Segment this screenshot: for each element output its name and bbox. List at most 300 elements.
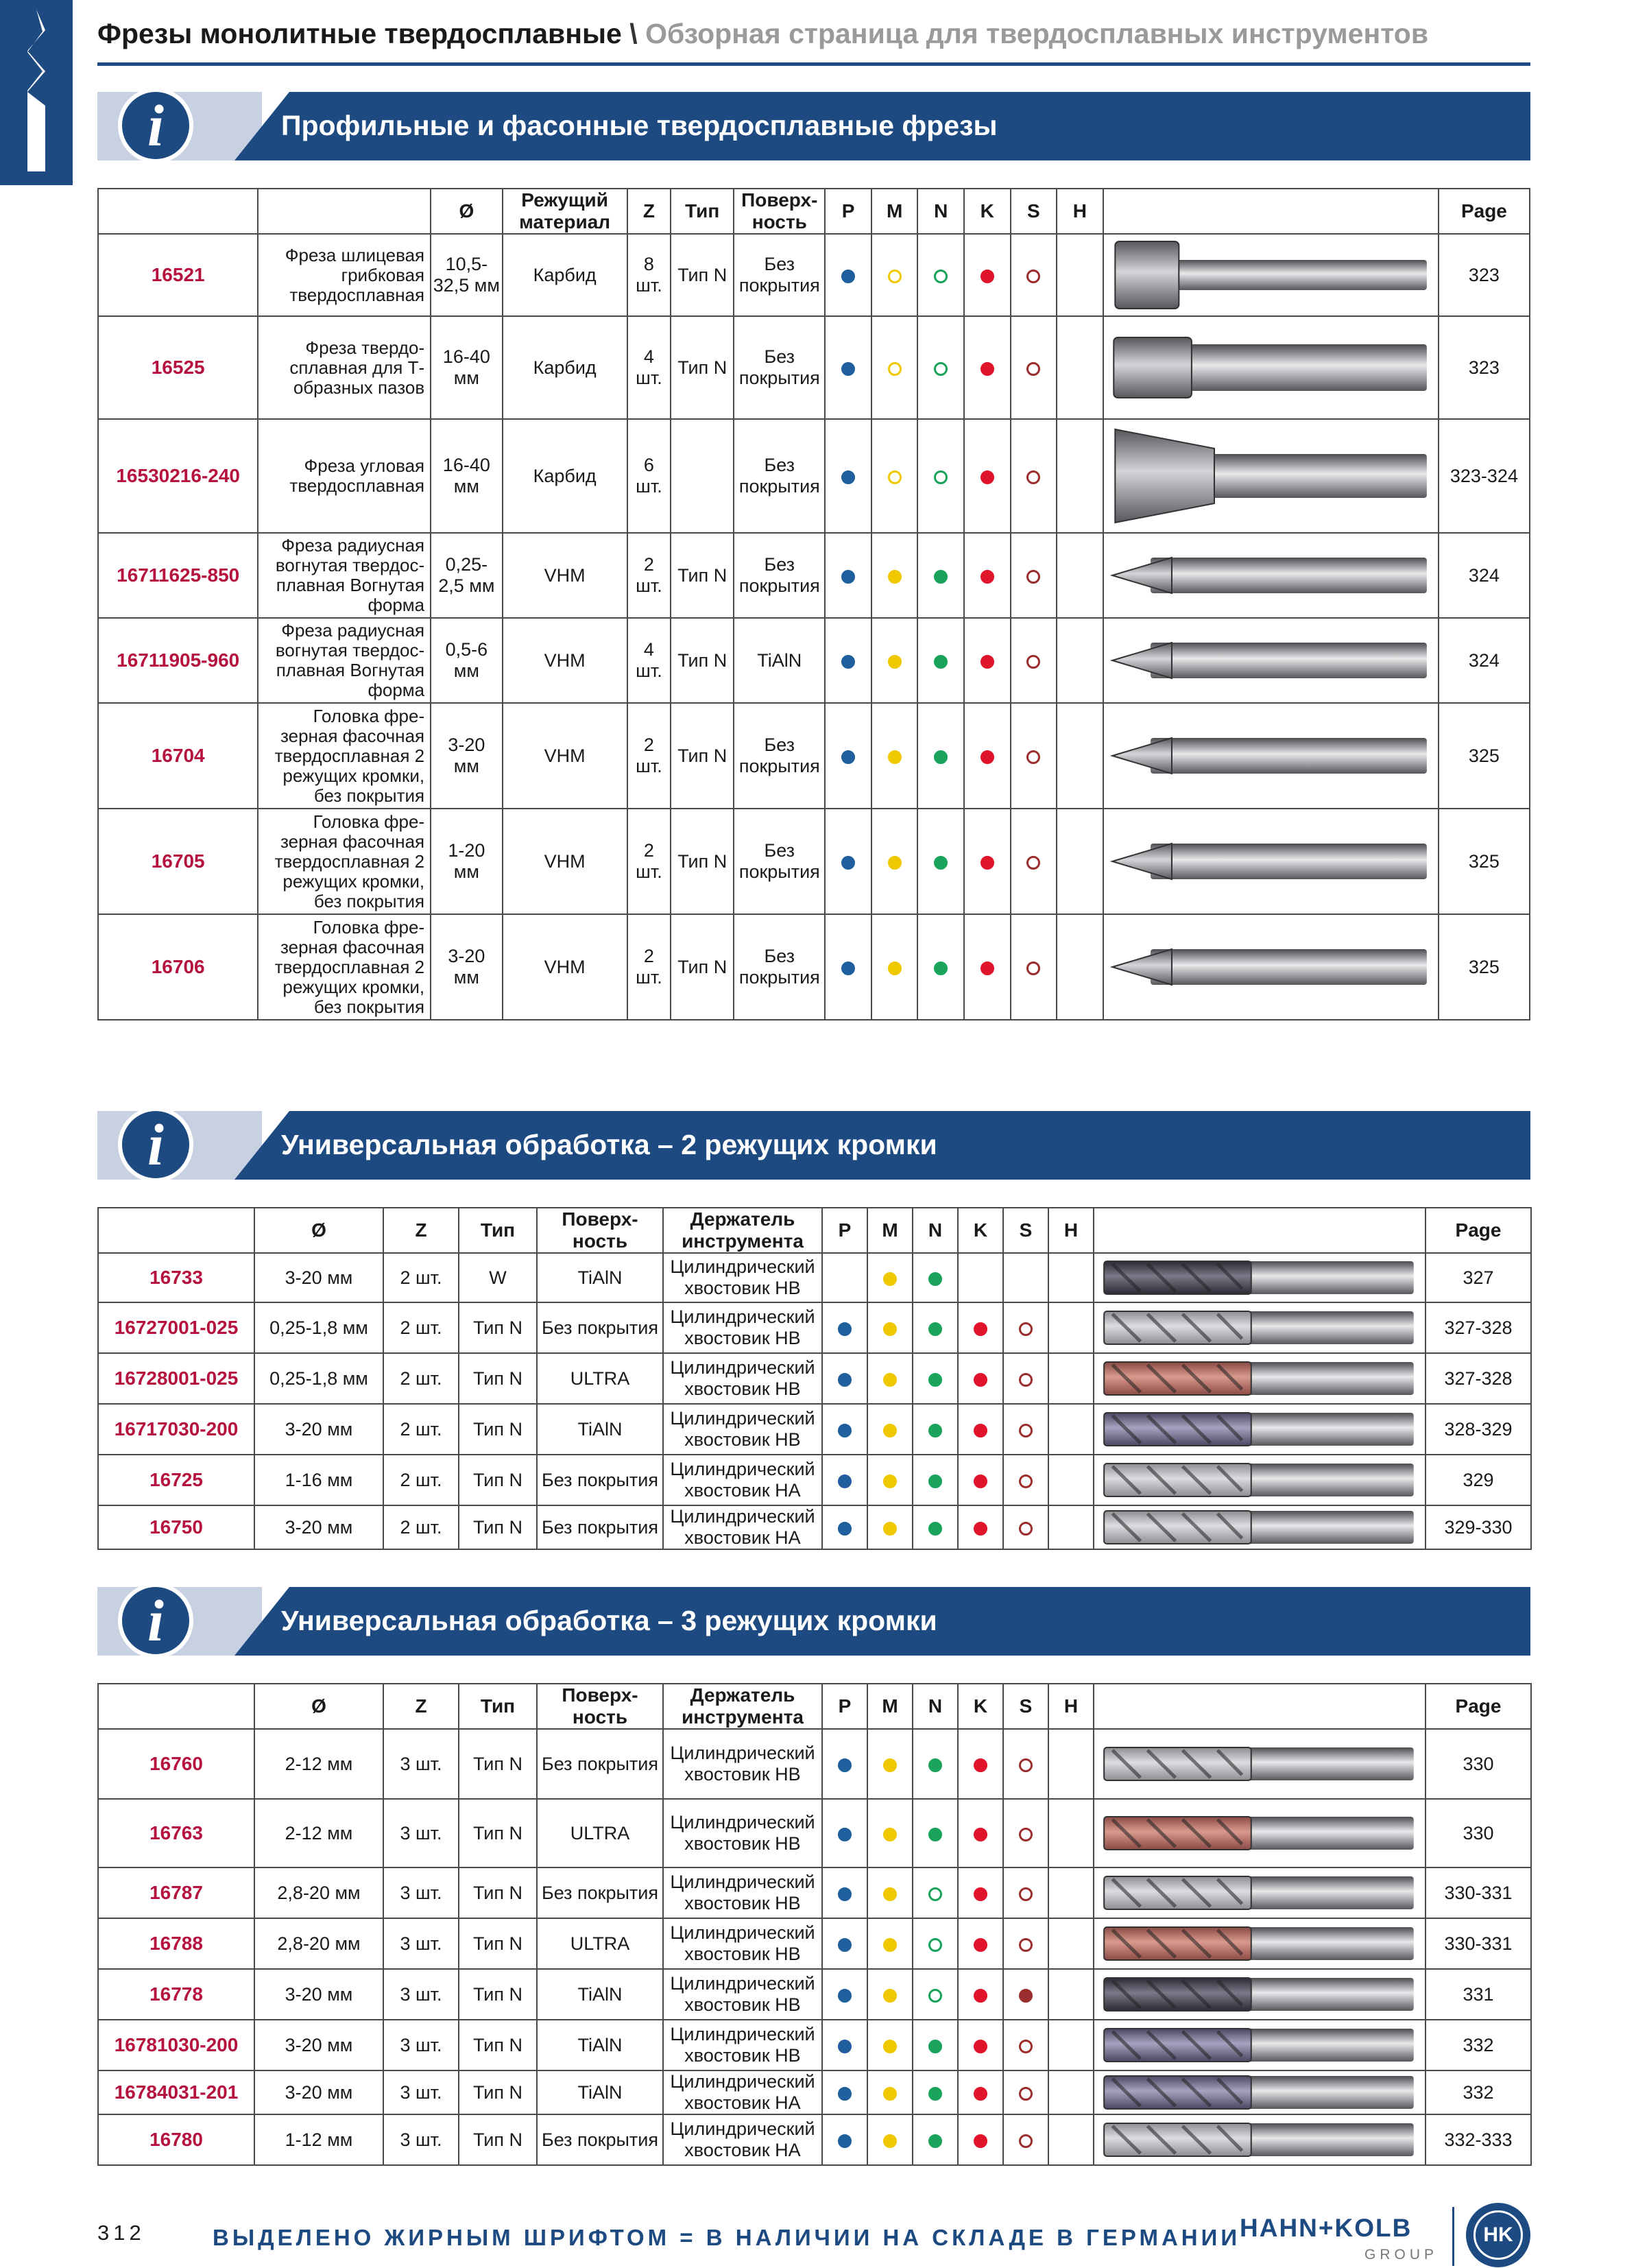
surface-coating: TiAlN [537,1969,663,2020]
material-p-cell [825,533,871,618]
column-header: Page [1426,1684,1531,1729]
tool-type: Тип N [671,809,734,914]
tool-type [671,419,734,533]
brand-logo-icon: HK [1466,2203,1530,2267]
catalog-page[interactable]: 332 [1426,2070,1531,2114]
tool-holder: Цилиндрический хвостовик HA [663,1505,822,1549]
material-s-cell [1003,1505,1048,1549]
tool-image[interactable] [1094,1729,1426,1799]
diameter: 3-20 мм [254,1404,383,1455]
material-h-cell [1048,1969,1094,2020]
tool-image[interactable] [1094,1505,1426,1549]
material-n-cell [917,703,964,809]
tool-holder: Цилиндрический хвостовик HB [663,1918,822,1969]
section-banner-3-flute [97,1587,1530,1656]
material-n-dot [928,1373,942,1387]
table-row [98,703,1530,809]
tool-image[interactable] [1094,1867,1426,1918]
section-title: Профильные и фасонные твердосплавные фрезы [281,110,998,141]
material-p-dot [841,962,855,975]
catalog-page[interactable]: 329-330 [1426,1505,1531,1549]
tool-image[interactable] [1103,419,1439,533]
material-h-cell [1048,1799,1094,1867]
material-n-dot [934,470,948,484]
column-header: P [822,1684,867,1729]
material-s-cell [1011,618,1057,703]
cutting-material: VHM [503,703,627,809]
material-m-cell [871,234,918,316]
flute-count: 2 шт. [627,809,671,914]
catalog-page[interactable]: 323 [1439,234,1530,316]
material-m-dot [888,655,902,669]
cutting-material: Карбид [503,419,627,533]
material-s-dot [1026,362,1040,376]
catalog-page[interactable]: 327-328 [1426,1302,1531,1353]
tool-type: Тип N [459,1799,537,1867]
material-m-dot [883,1887,897,1901]
table-row [98,533,1530,618]
tool-type: Тип N [459,1729,537,1799]
page-number: 312 [97,2221,145,2245]
tool-holder: Цилиндрический хвостовик HB [663,1729,822,1799]
tool-image[interactable] [1094,1353,1426,1404]
material-p-cell [822,1404,867,1455]
table-row [98,1404,1531,1455]
tool-type: W [459,1253,537,1302]
material-k-dot [974,1887,987,1901]
flute-count: 3 шт. [383,2070,459,2114]
material-n-dot [928,2087,942,2101]
end-mill-silver-icon [1098,1510,1421,1544]
material-n-dot [934,362,948,376]
article-number[interactable]: 16780 [98,2114,254,2165]
material-s-cell [1003,1918,1048,1969]
material-h-cell [1057,618,1103,703]
catalog-page[interactable]: 328-329 [1426,1404,1531,1455]
concave-radius-cutter-4-icon [1108,623,1434,698]
material-s-cell [1011,234,1057,316]
material-n-dot [928,1322,942,1336]
tool-image[interactable] [1103,914,1439,1020]
column-header: Z [383,1684,459,1729]
material-n-cell [913,1505,958,1549]
column-header [98,189,258,234]
material-m-cell [867,1253,913,1302]
catalog-page[interactable]: 325 [1439,914,1530,1020]
catalog-page[interactable]: 327-328 [1426,1353,1531,1404]
tool-holder: Цилиндрический хвостовик HB [663,1302,822,1353]
tool-type: Тип N [459,1302,537,1353]
tool-image[interactable] [1094,1799,1426,1867]
material-k-cell [964,703,1011,809]
tool-image[interactable] [1094,1969,1426,2020]
article-number[interactable]: 16717030-200 [98,1404,254,1455]
material-s-dot [1026,470,1040,484]
column-header: K [958,1208,1003,1253]
article-number[interactable]: 16705 [98,809,258,914]
table-row [98,1302,1531,1353]
material-k-dot [974,2134,987,2148]
surface-coating: Без покрытия [537,1302,663,1353]
end-mill-silver-icon [1098,2118,1421,2161]
material-s-cell [1003,1969,1048,2020]
catalog-page[interactable]: 325 [1439,809,1530,914]
material-m-cell [867,1404,913,1455]
tool-image[interactable] [1094,1253,1426,1302]
column-header: Тип [671,189,734,234]
column-header: Поверх- ность [537,1684,663,1729]
column-header: Page [1426,1208,1531,1253]
material-m-cell [867,1867,913,1918]
material-m-cell [867,1353,913,1404]
tool-holder: Цилиндрический хвостовик HA [663,2114,822,2165]
material-p-dot [838,1887,852,1901]
tool-type: Тип N [671,316,734,419]
material-n-cell [917,316,964,419]
column-header: H [1048,1208,1094,1253]
material-k-dot [974,1475,987,1488]
two-flute-table [97,1207,1532,1550]
material-n-cell [917,234,964,316]
article-number[interactable]: 16706 [98,914,258,1020]
column-header: S [1003,1684,1048,1729]
material-s-cell [1011,703,1057,809]
info-icon[interactable]: i [118,88,193,163]
material-p-cell [822,1918,867,1969]
article-number[interactable]: 16704 [98,703,258,809]
material-s-dot [1019,1758,1033,1772]
material-m-cell [871,914,918,1020]
end-mill-violet-icon [1098,2075,1421,2110]
article-number[interactable]: 16750 [98,1505,254,1549]
tool-image[interactable] [1103,809,1439,914]
material-m-dot [888,750,902,764]
catalog-page[interactable]: 325 [1439,703,1530,809]
article-number[interactable]: 16728001-025 [98,1353,254,1404]
column-header: H [1048,1684,1094,1729]
product-description: Фреза радиусная вогнутая твердос- плавная Вогнутая форма [258,618,431,703]
article-number[interactable]: 16760 [98,1729,254,1799]
material-n-cell [913,1729,958,1799]
material-k-cell [964,533,1011,618]
cutting-material: Карбид [503,234,627,316]
material-m-dot [883,1424,897,1437]
tool-holder: Цилиндрический хвостовик HB [663,1969,822,2020]
material-n-cell [913,1353,958,1404]
material-s-cell [1011,419,1057,533]
material-k-cell [958,1969,1003,2020]
material-p-dot [838,1989,852,2003]
material-k-dot [974,1424,987,1437]
catalog-page[interactable]: 332 [1426,2020,1531,2070]
article-number[interactable]: 16725 [98,1455,254,1505]
material-s-cell [1003,2114,1048,2165]
material-k-dot [981,362,994,376]
tool-image[interactable] [1094,1302,1426,1353]
material-n-dot [928,1475,942,1488]
material-h-cell [1057,914,1103,1020]
material-p-cell [822,1253,867,1302]
t-slot-cutter-icon [1108,321,1434,414]
angle-cutter-icon [1108,424,1434,528]
material-s-dot [1019,2087,1033,2101]
flute-count: 2 шт. [383,1505,459,1549]
catalog-page[interactable]: 330-331 [1426,1867,1531,1918]
surface-coating: ULTRA [537,1353,663,1404]
material-s-cell [1003,1867,1048,1918]
material-n-cell [917,618,964,703]
surface-coating: Без покрытия [537,1505,663,1549]
material-k-dot [974,1373,987,1387]
tool-image[interactable] [1094,2020,1426,2070]
tool-image[interactable] [1094,2070,1426,2114]
surface-coating: Без покрытия [537,1455,663,1505]
diameter: 3-20 мм [254,1969,383,2020]
material-s-dot [1019,1522,1033,1536]
table-row [98,1867,1531,1918]
catalog-page[interactable]: 331 [1426,1969,1531,2020]
table-row [98,1505,1531,1549]
surface-coating: Без покрытия [734,316,825,419]
cutting-material: VHM [503,914,627,1020]
material-s-dot [1019,1989,1033,2003]
tool-image[interactable] [1094,1404,1426,1455]
article-number[interactable]: 16530216-240 [98,419,258,533]
material-n-dot [928,2134,942,2148]
table-row [98,2020,1531,2070]
column-header: M [867,1684,913,1729]
tool-type: Тип N [459,1505,537,1549]
article-number[interactable]: 16787 [98,1867,254,1918]
cutting-material: VHM [503,533,627,618]
material-p-dot [838,1828,852,1841]
table-row [98,316,1530,419]
tool-type: Тип N [459,1918,537,1969]
tool-image[interactable] [1103,234,1439,316]
material-p-cell [825,809,871,914]
diameter: 0,25-1,8 мм [254,1353,383,1404]
material-m-dot [883,1272,897,1286]
material-k-cell [958,1302,1003,1353]
material-n-dot [928,1938,942,1952]
diameter: 1-20 мм [431,809,502,914]
tool-holder: Цилиндрический хвостовик HB [663,1404,822,1455]
material-m-dot [888,270,902,283]
column-header [258,189,431,234]
material-p-dot [841,750,855,764]
material-k-dot [974,1938,987,1952]
tool-image[interactable] [1103,618,1439,703]
material-p-dot [838,2134,852,2148]
diameter: 3-20 мм [254,2070,383,2114]
column-header: Page [1439,189,1530,234]
diameter: 3-20 мм [254,1253,383,1302]
material-h-cell [1048,1867,1094,1918]
material-n-dot [934,270,948,283]
material-n-cell [917,914,964,1020]
material-s-dot [1026,570,1040,584]
material-n-cell [913,1404,958,1455]
material-n-dot [928,1828,942,1841]
material-s-dot [1019,1322,1033,1336]
material-h-cell [1057,234,1103,316]
tool-image[interactable] [1103,533,1439,618]
material-p-cell [822,1455,867,1505]
diameter: 3-20 мм [254,2020,383,2070]
material-m-cell [871,703,918,809]
material-n-cell [913,1455,958,1505]
catalog-page[interactable]: 324 [1439,618,1530,703]
catalog-page[interactable]: 327 [1426,1253,1531,1302]
material-p-cell [822,2114,867,2165]
material-n-dot [934,570,948,584]
flute-count: 2 шт. [383,1302,459,1353]
catalog-page[interactable]: 323 [1439,316,1530,419]
material-k-cell [958,1505,1003,1549]
table-row [98,914,1530,1020]
tool-image[interactable] [1094,2114,1426,2165]
material-n-cell [917,533,964,618]
end-mill-silver-icon [1098,1733,1421,1795]
info-icon[interactable]: i [118,1583,193,1658]
material-n-dot [934,655,948,669]
catalog-page[interactable]: 329 [1426,1455,1531,1505]
material-n-dot [928,1522,942,1536]
flute-count: 3 шт. [383,1918,459,1969]
catalog-page[interactable]: 332-333 [1426,2114,1531,2165]
table-row [98,1918,1531,1969]
tool-holder: Цилиндрический хвостовик HB [663,2020,822,2070]
material-k-dot [981,570,994,584]
material-n-cell [913,1253,958,1302]
column-header: P [825,189,871,234]
column-header: M [871,189,918,234]
table-row [98,419,1530,533]
material-h-cell [1048,1455,1094,1505]
article-number[interactable]: 16733 [98,1253,254,1302]
column-header: N [913,1208,958,1253]
tool-holder: Цилиндрический хвостовик HB [663,1867,822,1918]
material-n-cell [913,1799,958,1867]
material-s-dot [1019,2040,1033,2053]
tool-type: Тип N [459,1353,537,1404]
column-header: M [867,1208,913,1253]
surface-coating: Без покрытия [734,914,825,1020]
material-h-cell [1048,1404,1094,1455]
material-h-cell [1057,533,1103,618]
catalog-page[interactable]: 323-324 [1439,419,1530,533]
tool-type: Тип N [671,618,734,703]
column-header [98,1684,254,1729]
material-n-cell [913,1867,958,1918]
material-k-cell [958,1404,1003,1455]
material-k-dot [981,470,994,484]
column-header: Тип [459,1684,537,1729]
flute-count: 2 шт. [383,1253,459,1302]
diameter: 0,5-6 мм [431,618,502,703]
column-header: N [917,189,964,234]
material-m-dot [883,2134,897,2148]
material-k-cell [964,914,1011,1020]
material-m-dot [883,1475,897,1488]
article-number[interactable]: 16788 [98,1918,254,1969]
material-p-dot [841,362,855,376]
tool-type: Тип N [671,234,734,316]
tool-image[interactable] [1103,703,1439,809]
flute-count: 3 шт. [383,2114,459,2165]
material-k-cell [958,1867,1003,1918]
material-p-cell [822,2070,867,2114]
product-description: Головка фре- зерная фасочная твердосплавная 2 режущих кромки, без покрытия [258,809,431,914]
article-number[interactable]: 16521 [98,234,258,316]
material-k-cell [964,316,1011,419]
material-s-dot [1019,1424,1033,1437]
article-number[interactable]: 16781030-200 [98,2020,254,2070]
catalog-page[interactable]: 330-331 [1426,1918,1531,1969]
material-m-cell [867,2020,913,2070]
surface-coating: Без покрытия [734,419,825,533]
article-number[interactable]: 16711905-960 [98,618,258,703]
info-icon[interactable]: i [118,1107,193,1182]
article-number[interactable]: 16784031-201 [98,2070,254,2114]
diameter: 3-20 мм [431,914,502,1020]
article-number[interactable]: 16778 [98,1969,254,2020]
tool-type: Тип N [459,1867,537,1918]
article-number[interactable]: 16727001-025 [98,1302,254,1353]
material-k-dot [974,1522,987,1536]
material-p-dot [841,655,855,669]
article-number[interactable]: 16763 [98,1799,254,1867]
tool-type: Тип N [671,533,734,618]
end-mill-silver-icon [1098,1306,1421,1349]
material-m-cell [867,1729,913,1799]
surface-coating: TiAlN [734,618,825,703]
catalog-page[interactable]: 330 [1426,1799,1531,1867]
tool-image[interactable] [1094,1455,1426,1505]
three-flute-table [97,1683,1532,2166]
flute-count: 4 шт. [627,316,671,419]
material-p-cell [825,914,871,1020]
column-header: Ø [254,1684,383,1729]
surface-coating: TiAlN [537,1404,663,1455]
catalog-page[interactable]: 324 [1439,533,1530,618]
tool-image[interactable] [1103,316,1439,419]
material-k-cell [958,1353,1003,1404]
material-p-dot [838,1322,852,1336]
catalog-page[interactable]: 330 [1426,1729,1531,1799]
material-k-cell [958,1729,1003,1799]
material-n-cell [913,1918,958,1969]
material-h-cell [1057,419,1103,533]
material-p-cell [822,1353,867,1404]
tool-image[interactable] [1094,1918,1426,1969]
column-header [1094,1208,1426,1253]
material-m-cell [871,316,918,419]
end-mill-silver-icon [1098,1459,1421,1501]
end-mill-bronze-icon [1098,1803,1421,1863]
article-number[interactable]: 16525 [98,316,258,419]
table-row [98,2070,1531,2114]
flute-count: 2 шт. [627,533,671,618]
material-p-dot [838,2040,852,2053]
material-p-dot [838,2087,852,2101]
article-number[interactable]: 16711625-850 [98,533,258,618]
material-n-cell [913,1969,958,2020]
material-p-cell [822,1302,867,1353]
diameter: 1-16 мм [254,1455,383,1505]
table-row [98,1455,1531,1505]
tool-type: Тип N [459,1969,537,2020]
